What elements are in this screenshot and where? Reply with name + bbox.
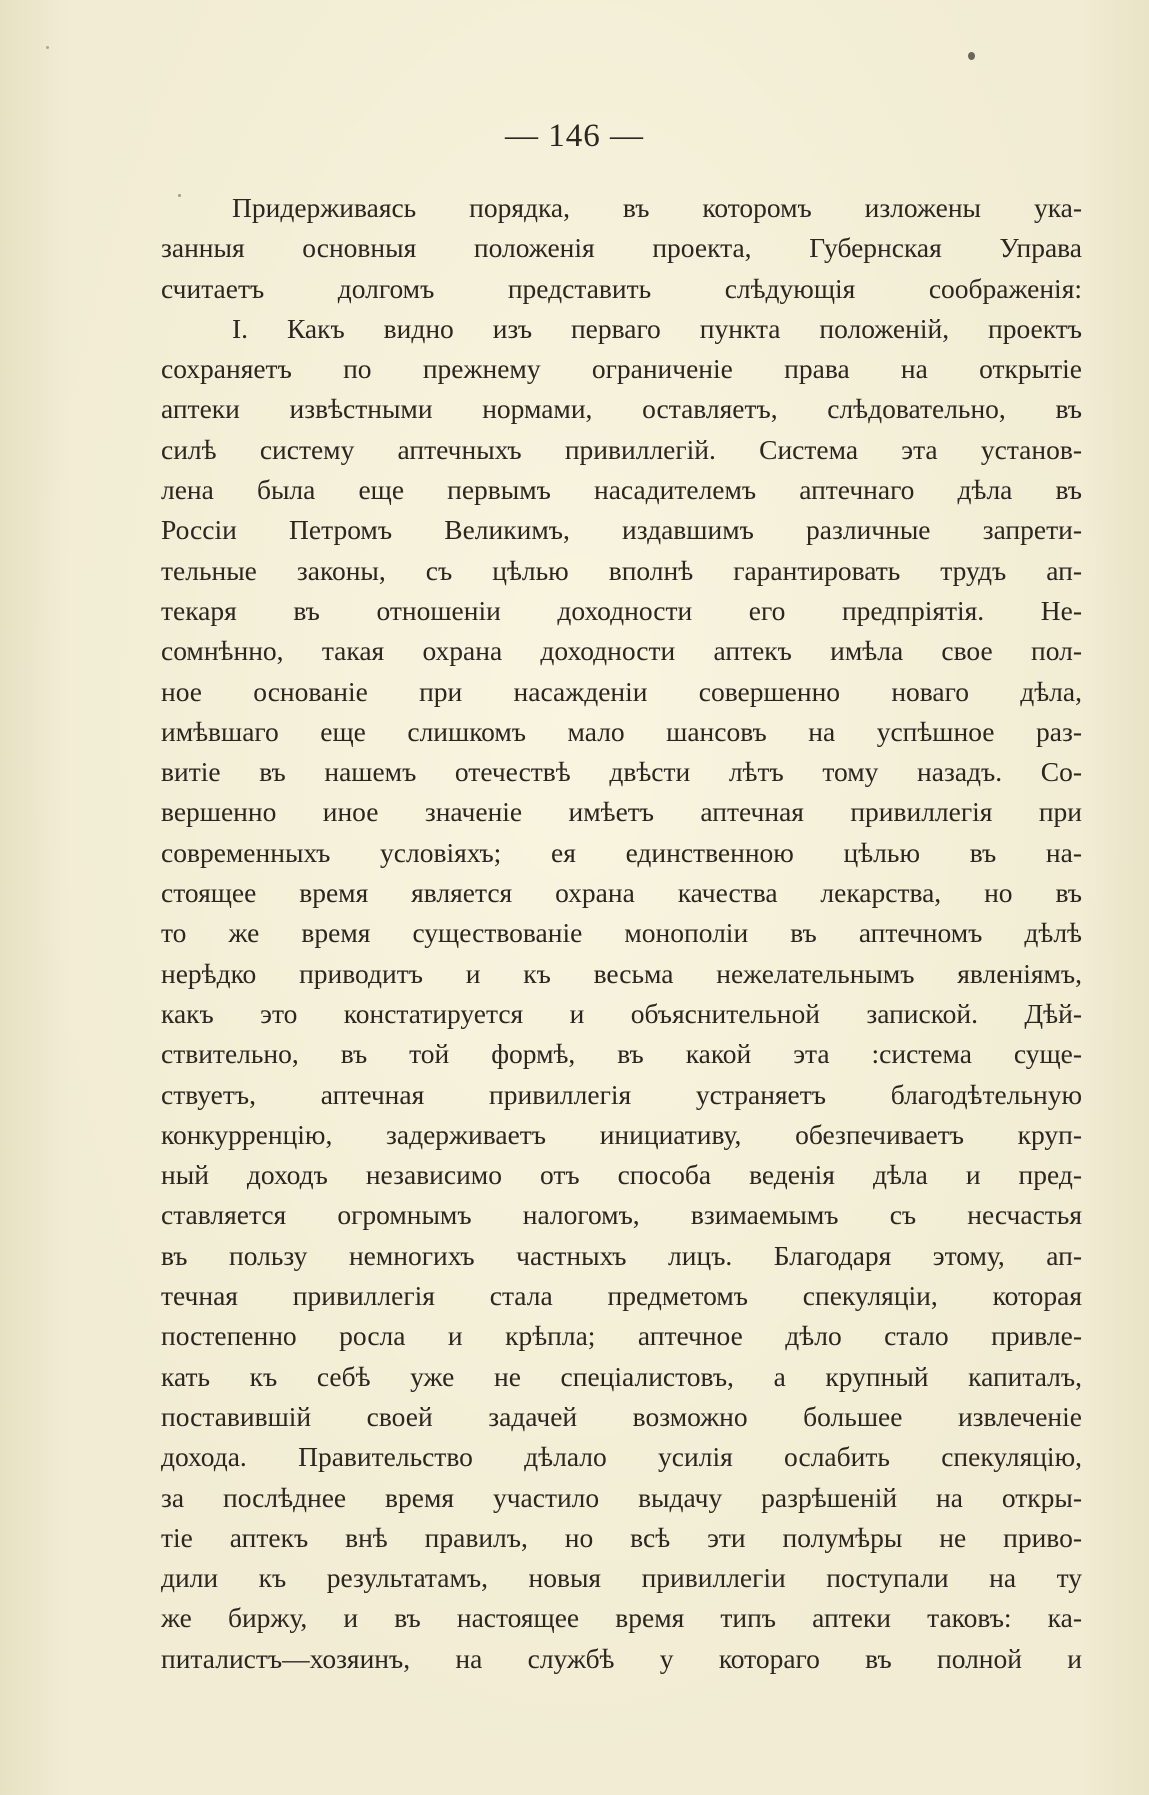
text-line: силѣ систему аптечныхъ привиллегій. Система эта установ- [161,433,1082,465]
text-line: ставляется огромнымъ налогомъ, взимаемымъ съ несчастья [161,1199,1082,1231]
text-line: имѣвшаго еще слишкомъ мало шансовъ на успѣшное раз- [161,715,1082,747]
text-line: современныхъ условіяхъ; ея единственною цѣлью въ на- [161,836,1082,868]
text-line: тіе аптекъ внѣ правилъ, но всѣ эти полумѣры не приво- [161,1521,1082,1553]
text-line: тельные законы, съ цѣлью вполнѣ гарантировать трудъ ап- [161,554,1082,586]
page-number: — 146 — [505,118,644,154]
text-line: нерѣдко приводитъ и къ весьма нежелательнымъ явленіямъ, [161,957,1082,989]
text-line: I. Какъ видно изъ перваго пункта положеній, проектъ [232,312,1082,344]
text-line: питалистъ—хозяинъ, на службѣ у котораго въ полной и [161,1642,1082,1674]
text-line: считаетъ долгомъ представить слѣдующія соображенія: [161,272,1082,304]
text-line: сомнѣнно, такая охрана доходности аптекъ имѣла свое пол- [161,635,1082,667]
text-line: сохраняетъ по прежнему ограниченіе права на открытіе [161,353,1082,385]
text-line: текаря въ отношеніи доходности его предпріятія. Не- [161,594,1082,626]
body-text [161,188,1082,1679]
text-line: конкурренцію, задерживаетъ инициативу, обезпечиваетъ круп- [161,1118,1082,1150]
text-line: дохода. Правительство дѣлало усилія ослабить спекуляцію, [161,1441,1082,1473]
text-line: какъ это констатируется и объяснительной запиской. Дѣй- [161,997,1082,1029]
text-line: ное основаніе при насажденіи совершенно новаго дѣла, [161,675,1082,707]
text-line: витіе въ нашемъ отечествѣ двѣсти лѣтъ тому назадъ. Со- [161,756,1082,788]
text-line: поставившій своей задачей возможно большее извлеченіе [161,1400,1082,1432]
text-line: ствительно, въ той формѣ, въ какой эта :система суще- [161,1038,1082,1070]
text-line: вершенно иное значеніе имѣетъ аптечная привиллегія при [161,796,1082,828]
text-line: занныя основныя положенія проекта, Губернская Управа [161,232,1082,264]
text-line: аптеки извѣстными нормами, оставляетъ, слѣдовательно, въ [161,393,1082,425]
text-line: дили къ результатамъ, новыя привиллегіи поступали на ту [161,1562,1082,1594]
text-line: за послѣднее время участило выдачу разрѣшеній на откры- [161,1481,1082,1513]
text-line: лена была еще первымъ насадителемъ аптечнаго дѣла въ [161,474,1082,506]
text-line: же биржу, и въ настоящее время типъ аптеки таковъ: ка- [161,1602,1082,1634]
text-line: въ пользу немногихъ частныхъ лицъ. Благодаря этому, ап- [161,1239,1082,1271]
text-line: течная привиллегія стала предметомъ спекуляціи, которая [161,1280,1082,1312]
text-line: стоящее время является охрана качества лекарства, но въ [161,877,1082,909]
text-line: Придерживаясь порядка, въ которомъ изложены ука- [232,192,1082,223]
text-line: Россіи Петромъ Великимъ, издавшимъ различные запрети- [161,514,1082,546]
text-line: ный доходъ независимо отъ способа веденія дѣла и пред- [161,1159,1082,1191]
text-line: ствуетъ, аптечная привиллегія устраняетъ благодѣтельную [161,1078,1082,1110]
ink-speck [968,52,975,60]
text-line: то же время существованіе монополіи въ аптечномъ дѣлѣ [161,917,1082,949]
text-line: кать къ себѣ уже не спеціалистовъ, а крупный капиталъ, [161,1360,1082,1392]
ink-speck [46,46,49,49]
text-line: постепенно росла и крѣпла; аптечное дѣло стало привле- [161,1320,1082,1352]
